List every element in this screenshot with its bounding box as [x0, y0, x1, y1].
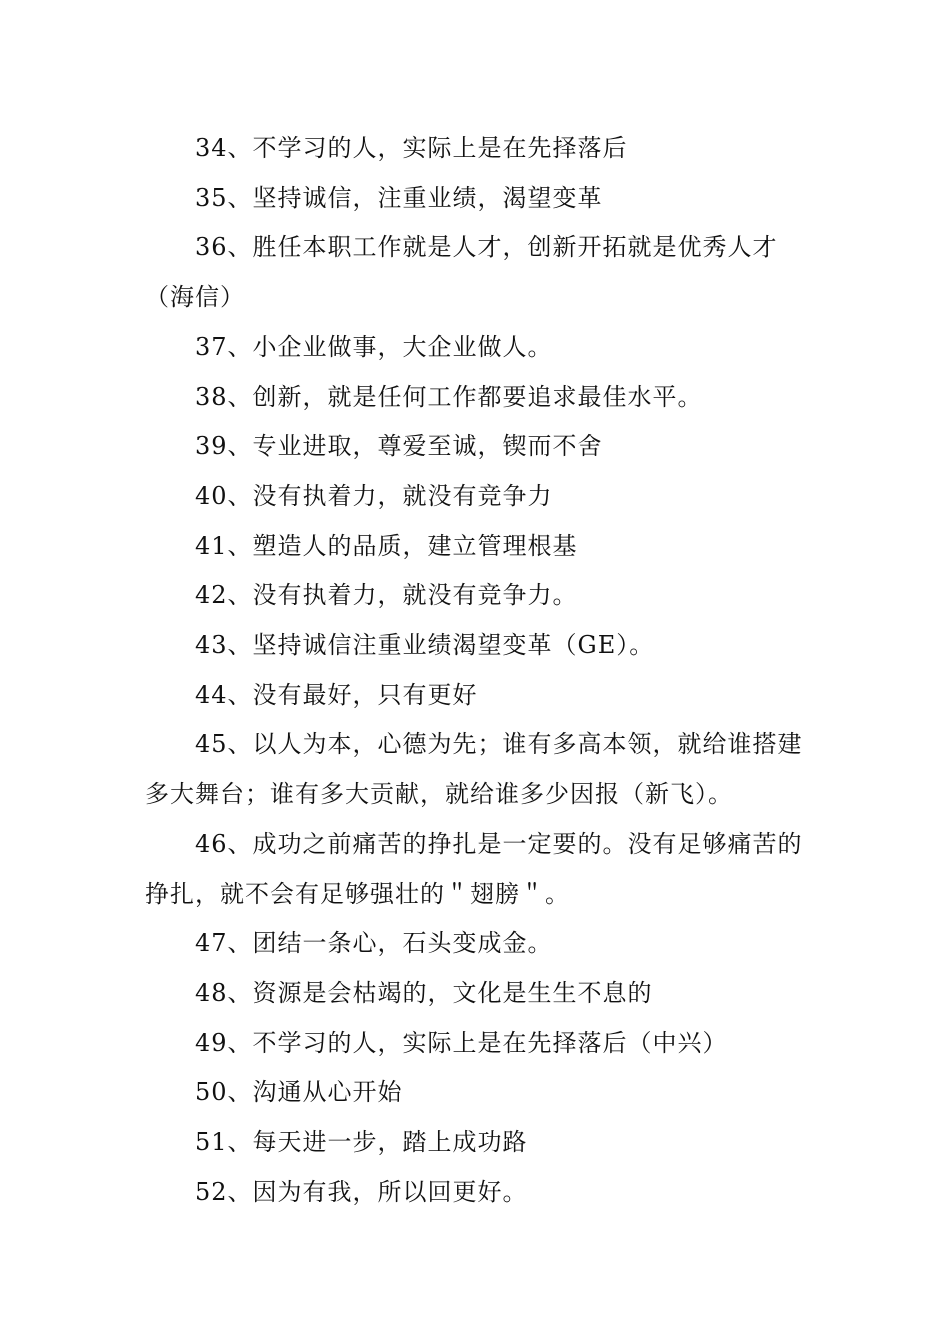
paragraph-43: 43、坚持诚信注重业绩渴望变革（GE）。 [195, 631, 655, 660]
paragraph-48: 48、资源是会枯竭的，文化是生生不息的 [195, 978, 653, 1007]
paragraph-44: 44、没有最好，只有更好 [195, 680, 478, 709]
paragraph-36: 36、胜任本职工作就是人才，创新开拓就是优秀人才（海信） [145, 233, 778, 312]
paragraph-34: 34、不学习的人，实际上是在先择落后 [195, 134, 628, 162]
paragraph-40: 40、没有执着力，就没有竞争力 [195, 481, 553, 510]
paragraph-39: 39、专业进取，尊爱至诚，锲而不舍 [195, 432, 603, 461]
paragraph-49: 49、不学习的人，实际上是在先择落后（中兴） [195, 1028, 728, 1057]
document-body [145, 124, 810, 1217]
paragraph-51: 51、每天进一步，踏上成功路 [195, 1128, 528, 1157]
paragraph-37: 37、小企业做事，大企业做人。 [195, 332, 553, 361]
paragraph-46: 46、成功之前痛苦的挣扎是一定要的。没有足够痛苦的挣扎，就不会有足够强壮的＂翅膀＂。 [145, 829, 803, 908]
paragraph-35: 35、坚持诚信，注重业绩，渴望变革 [195, 183, 603, 212]
paragraph-41: 41、塑造人的品质，建立管理根基 [195, 531, 578, 560]
paragraph-47: 47、团结一条心，石头变成金。 [195, 929, 553, 958]
paragraph-42: 42、没有执着力，就没有竞争力。 [195, 581, 578, 610]
paragraph-50: 50、沟通从心开始 [195, 1078, 403, 1107]
paragraph-38: 38、创新，就是任何工作都要追求最佳水平。 [195, 382, 703, 411]
paragraph-45: 45、以人为本，心德为先；谁有多高本领，就给谁搭建多大舞台；谁有多大贡献，就给谁多少因报（新飞）。 [145, 730, 803, 809]
paragraph-52: 52、因为有我，所以回更好。 [195, 1177, 528, 1206]
